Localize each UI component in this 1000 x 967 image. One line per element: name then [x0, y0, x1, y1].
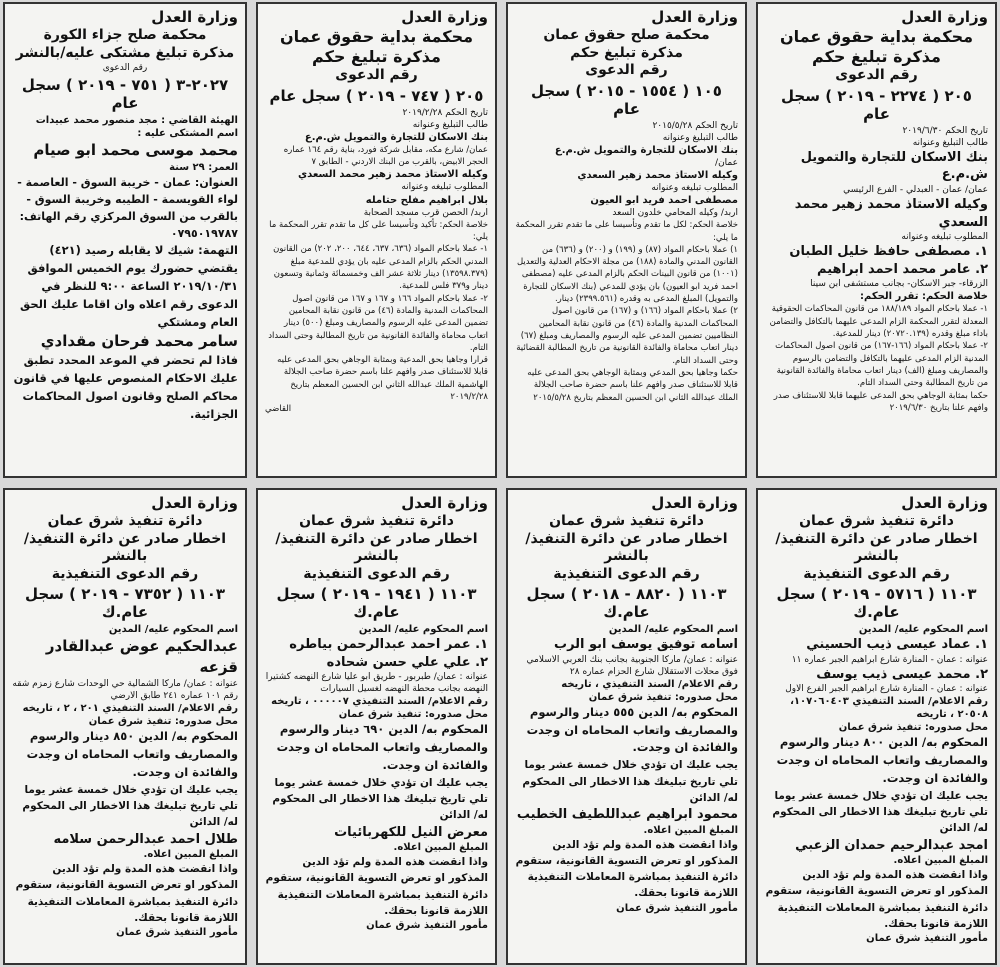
judgment-summary-label: خلاصة الحكم: تأكيد وتأسيسا على كل ما تقدم تقرر المحكمة ما يلي: [269, 219, 488, 242]
requester-label: طالب التبليغ وعنوانه [912, 137, 988, 148]
creditor-name: امجد عبدالرحيم حمدان الزعبي [795, 837, 988, 853]
officer-signature: مأمور التنفيذ شرق عمان [366, 920, 488, 932]
document-type: اخطار صادر عن دائرة التنفيذ/بالنشر [775, 530, 978, 564]
notice-execution-5716 [756, 488, 997, 965]
notice-execution-1941 [256, 488, 497, 965]
notified-label: المطلوب تبليغه وعنوانه [901, 232, 988, 243]
notice-execution-8820 [506, 488, 747, 965]
charge: التهمة: شيك لا يقابله رصيد (٤٢١) [49, 243, 238, 258]
judgment-body: ١- عملا باحكام المواد ١٨٨/١٨٩ من قانون المحاكمات الحقوقية المعدلة لتقرر المحكمة الزام المدعى عليهما بالتكافل والتضامن باداء مبلغ وقدره (٢٠٧٢٠.١٣٩) دينار للمدعية. [769, 304, 988, 340]
ministry-heading: وزارة العدل [151, 494, 238, 512]
judgment-body-2: ٢- عملا باحكام المواد (١٦٦-١٦٧) من قانون اصول المحاكمات المدنية الزام المدعى عليهما بالتكافل والتضامن بالرسوم والمصاريف ومبلغ (الف) دينار اتعاب محاماة والفائدة القانونية من تاريخ المطالبة وحتى السداد التام. [775, 341, 988, 389]
plaintiff-name: بنك الاسكان للتجارة والتمويل ش.م.ع [554, 144, 738, 156]
case-number: ١١٠٣ ( ٥٧١٦ - ٢٠١٩ ) سجل عام.ك [776, 585, 977, 621]
defendant-1: مصطفى احمد فريد ابو العيون [590, 195, 738, 207]
case-label: رقم الدعوى التنفيذية [303, 565, 450, 582]
notice-court-judgment-747 [256, 2, 497, 478]
department-name: دائرة تنفيذ شرق عمان [799, 513, 954, 529]
execution-closing: واذا انقضت هذه المدة ولم تؤد الدين المذكور او تعرض التسوية القانونية، ستقوم دائرة التنفيذ بمباشرة المعاملات التنفيذية اللازمة قانونا بحقك. [765, 869, 988, 930]
judgment-summary-label: خلاصة الحكم: لكل ما تقدم وتأسيسا على ما تقدم تقرر المحكمة ما يلي: [515, 220, 738, 243]
reference-line: رقم الاعلام/ السند التنفيذي ، تاريخه [561, 678, 738, 690]
summons-body: يقتضي حضورك يوم الخميس الموافق ٢٠١٩/١٠/٣١ الساعة ٩:٠٠ للنظر في الدعوى رقم اعلاه وان اقاما عليك الحق العام ومشتكي [19, 261, 238, 329]
accused-age: العمر: ٢٩ سنة [169, 162, 238, 174]
accused-label: اسم المشتكى عليه : [137, 128, 238, 140]
ministry-heading: وزارة العدل [901, 494, 988, 512]
judgment-amount: المحكوم به/ الدين ٨٠٠ دينار والرسوم والمصاريف واتعاب المحاماه ان وجدت والفائدة ان وجدت. [776, 735, 988, 785]
judgment-closing: قرارا وجاهيا بحق المدعية وبمثابة الوجاهي بحق المدعى عليه قابلا للاستئناف صدر وافهم علنا باسم حضرة صاحب الجلالة الهاشمية الملك عبدالله الثاني ابن الحسين المعظم بتاريخ ٢٠١٩/٢/٢٨ [277, 355, 488, 403]
department-name: دائرة تنفيذ شرق عمان [299, 513, 454, 529]
ministry-heading: وزارة العدل [651, 494, 738, 512]
amount-label: المبلغ المبين اعلاه. [643, 824, 738, 836]
judgment-amount: المحكوم به/ الدين ٥٥٥ دينار والرسوم والمصاريف واتعاب المحاماه ان وجدت والفائدة ان وجدت. [526, 704, 738, 755]
defendant-2: ٢. عامر محمد احمد ابراهيم [817, 261, 988, 277]
debtor-2: ٢. محمد عيسى ذيب يوسف [816, 666, 988, 682]
case-number: ٢٠٥ ( ٧٤٧ - ٢٠١٩ ) سجل عام [269, 86, 484, 105]
requester-label: طالب التبليغ وعنوانه [412, 119, 488, 130]
issue-place: محل صدوره: تنفيذ شرق عمان [838, 722, 988, 734]
issue-place: محل صدوره: تنفيذ شرق عمان [338, 709, 488, 721]
judgment-body-2: ٢) عملا باحكام المواد (١٦٦) و (١٦٧) من قانون اصول المحاكمات المدنية والمادة (٤٦) من قانون نقابة المحامين النظاميين تضمين المدعى عليه الرسوم والمصاريف ومبلغ (٦٧) دينار اتعاب محاماة والفائدة القانونية من تاريخ المطالبة القضائية وحتى السداد التام. [516, 306, 738, 366]
case-label: رقم الدعوى التنفيذية [553, 565, 700, 582]
debtor-2: ٢. علي علي حسن شحاده [326, 654, 488, 670]
creditor-name: طلال احمد عبدالرحمن سلامه [53, 831, 238, 847]
judgment-summary-label: خلاصة الحكم: تقرر الحكم: [860, 291, 988, 303]
case-label: رقم الدعوى التنفيذية [803, 565, 950, 582]
judgment-amount: المحكوم به/ الدين ٨٥٠ دينار والرسوم والمصاريف واتعاب المحاماه ان وجدت والفائدة ان وجدت. [26, 729, 238, 779]
notified-label: المطلوب تبليغه وعنوانه [651, 182, 738, 193]
case-label: رقم الدعوى [585, 62, 668, 78]
debtor-1: ١. عمر احمد عبدالرحمن بياطره [289, 637, 488, 652]
document-type: اخطار صادر عن دائرة التنفيذ/بالنشر [275, 530, 478, 564]
judgment-body-2: ٢- عملا باحكام المواد ١٦٦ و ١٦٧ و ١٦٧ من قانون اصول المحاكمات المدنية والمادة (٤٦) من قانون نقابة المحامين تضمين المدعى عليه الرسوم والمصاريف ومبلغ (٥٠٠) دينار اتعاب محاماة والفائدة القانونية من تاريخ المطالبة وحتى السداد التام. [268, 293, 488, 353]
case-number: ١١٠٣ ( ١٩٤١ - ٢٠١٩ ) سجل عام.ك [276, 585, 477, 621]
plaintiff-name: بنك الاسكان للتجارة والتمويل ش.م.ع [800, 149, 988, 183]
case-number: ١١٠٣ ( ٨٨٢٠ - ٢٠١٨ ) سجل عام.ك [526, 585, 727, 621]
judgment-closing: حكما بمثابة الوجاهي بحق المدعى عليهما قابلا للاستئناف صدر وافهم علنا بتاريخ ٢٠١٩/٦/٣٠ [773, 390, 988, 413]
department-name: دائرة تنفيذ شرق عمان [549, 513, 704, 529]
defendant-1: بلال ابراهيم مفلح حتامله [365, 194, 488, 206]
officer-signature: مأمور التنفيذ شرق عمان [616, 902, 738, 914]
payment-deadline: يجب عليك ان تؤدي خلال خمسة عشر يوما تلي تاريخ تبليغك هذا الاخطار الى المحكوم له/ الدائن [522, 759, 738, 804]
plaintiff-name: بنك الاسكان للتجارة والتمويل ش.م.ع [304, 131, 488, 143]
case-label: رقم الدعوى [102, 63, 148, 73]
payment-deadline: يجب عليك ان تؤدي خلال خمسة عشر يوما تلي تاريخ تبليغك هذا الاخطار الى المحكوم له/ الدائن [22, 783, 238, 829]
debtor-label: اسم المحكوم عليه/ المدين [608, 624, 738, 635]
debtor-label: اسم المحكوم عليه/ المدين [858, 624, 988, 635]
court-name: محكمة بداية حقوق عمان [279, 27, 474, 46]
document-type: مذكرة تبليغ حكم [570, 44, 683, 61]
reference-line: رقم الاعلام/ السند التنفيذي ١٠٧٠٦٠٤٠٣، ٢٠٥٠٨ ، تاريخه [790, 696, 988, 721]
defendant-1: ١. مصطفى حافظ خليل الطبان [789, 244, 988, 260]
issue-place: محل صدوره: تنفيذ شرق عمان [88, 716, 238, 728]
notified-label: المطلوب تبليغه وعنوانه [401, 182, 488, 193]
amount-label: المبلغ المبين اعلاه. [393, 842, 488, 854]
judgment-date: تاريخ الحكم ٢٠١٩/٦/٣٠ [902, 125, 988, 136]
case-number: ٢٠٢٧-٣ ( ٧٥١ - ٢٠١٩ ) سجل عام [21, 76, 229, 113]
case-number: ١٠٥ ( ١٥٥٤ - ٢٠١٥ ) سجل عام [531, 81, 722, 118]
plaintiff-address: عمان/ شارع مكه، مقابل شركة فورد، بناية رقم ١٦٤ عماره الحجر الابيض، بالقرب من البنك الاردني - الطابق ٧ [283, 144, 488, 168]
payment-deadline: يجب عليك ان تؤدي خلال خمسة عشر يوما تلي تاريخ تبليغك هذا الاخطار الى المحكوم له/ الدائن [272, 776, 488, 822]
debtor-1-address: عنوانه : عمان/ ماركا الجنوبية بجانب بنك العربي الاسلامي فوق محلات الاستقلال شارع الحزام عماره ٢٨ [526, 654, 738, 677]
amount-label: المبلغ المبين اعلاه. [893, 855, 988, 867]
court-name: محكمة صلح جزاء الكورة [43, 27, 207, 43]
notice-execution-7352 [3, 488, 247, 965]
debtor-2-address: عنوانه : عمان/ طبربور - طريق ابو عليا شارع النهضه كشتيرا النهضه بجانب محطة النهضه لغسيل السيارات [265, 672, 488, 695]
ministry-heading: وزارة العدل [651, 8, 738, 26]
reference-line: رقم الاعلام/ السند التنفيذي ٠٠٠٠٠٧ ، تاريخه [271, 696, 488, 708]
officer-signature: مأمور التنفيذ شرق عمان [116, 927, 238, 939]
ministry-heading: وزارة العدل [401, 8, 488, 26]
debtor-2-address: عنوانه : عمان - المنارة شارع ابراهيم الجبر الفرع الاول [785, 684, 988, 695]
requester-label: طالب التبليغ وعنوانه [662, 132, 738, 143]
document-type: اخطار صادر عن دائرة التنفيذ/بالنشر [525, 530, 728, 564]
case-label: رقم الدعوى [335, 67, 418, 83]
amount-label: المبلغ المبين اعلاه. [143, 849, 238, 861]
issue-place: محل صدوره: تنفيذ شرق عمان [588, 691, 738, 703]
debtor-1: اسامه توفيق يوسف ابو الرب [554, 637, 738, 652]
ministry-heading: وزارة العدل [151, 8, 238, 26]
document-type: مذكرة تبليغ حكم [812, 47, 941, 66]
debtor-1: ١. عماد عيسى ذيب الحسيني [806, 637, 988, 652]
case-number: ١١٠٣ ( ٧٣٥٢ - ٢٠١٩ ) سجل عام.ك [24, 585, 226, 621]
judgment-date: تاريخ الحكم ٢٠١٥/٥/٢٨ [652, 120, 738, 131]
defendant-address: اربد/ وكيله المحامي خلدون السعد [612, 208, 738, 219]
case-label: رقم الدعوى [835, 67, 918, 83]
document-type: اخطار صادر عن دائرة التنفيذ/بالنشر [23, 530, 227, 564]
notice-court-judgment-2274 [756, 2, 997, 478]
accused-address: العنوان: عمان - خريبة السوق - العاصمة - لواء القويسمة - الطيبه وخريبة السوق - بالقرب من السوق المركزي رقم الهاتف: ٠٧٩٥٠١٩٧٨٧ [17, 176, 238, 241]
execution-closing: واذا انقضت هذه المدة ولم تؤد الدين المذكور او تعرض التسوية القانونية، ستقوم دائرة التنفيذ بمباشرة المعاملات التنفيذية اللازمة قانونا بحقك. [15, 863, 238, 924]
ministry-heading: وزارة العدل [901, 8, 988, 26]
reference-line: رقم الاعلام/ السند التنفيذي ٢٠١ ، ٢ ، تاريخه [22, 703, 238, 715]
court-name: محكمة بداية حقوق عمان [779, 27, 974, 46]
defendant-address: الزرقاء- جبر الاسكان- بجانب مستشفى ابن سينا [810, 279, 988, 290]
accused-name: محمد موسى محمد ابو صيام [33, 141, 238, 160]
execution-closing: واذا انقضت هذه المدة ولم تؤد الدين المذكور او تعرض التسوية القانونية، ستقوم دائرة التنفيذ بمباشرة المعاملات التنفيذية اللازمة قانونا بحقك. [265, 856, 488, 917]
lawyer-name: وكيله الاستاذ محمد زهير محمد السعدي [794, 197, 988, 230]
ministry-heading: وزارة العدل [401, 494, 488, 512]
court-name: محكمة صلح حقوق عمان [543, 27, 710, 43]
plaintiff-address: عمان/ عمان - العبدلي - الفرع الرئيسي [843, 184, 988, 195]
creditor-name: محمود ابراهيم عبداللطيف الخطيب [516, 807, 738, 823]
debtor-1: عبدالحكيم عوض عبدالقادر قزعه [45, 637, 238, 676]
creditor-name: معرض النيل للكهربائيات [334, 824, 488, 840]
payment-deadline: يجب عليك ان تؤدي خلال خمسة عشر يوما تلي تاريخ تبليغك هذا الاخطار الى المحكوم له/ الدائن [772, 789, 988, 835]
case-label: رقم الدعوى التنفيذية [51, 565, 199, 582]
officer-signature: مأمور التنفيذ شرق عمان [866, 933, 988, 945]
execution-closing: واذا انقضت هذه المدة ولم تؤد الدين المذكور او تعرض التسوية القانونية، ستقوم دائرة التنفيذ بمباشرة المعاملات التنفيذية اللازمة قانونا بحقك. [515, 838, 738, 900]
summons-closing: فاذا لم تحضر في الموعد المحدد تطبق عليك الاحكام المنصوص عليها في قانون محاكم الصلح وقانون اصول المحاكمات الجزائية. [13, 353, 238, 421]
document-type: مذكرة تبليغ مشتكى عليه/بالنشر [15, 44, 235, 61]
judgment-body: ١) عملا باحكام المواد (٨٧) و (١٩٩) و (٢٠٠) و (٦٣٦) من القانون المدني والمادة (١٨٨) من مجلة الاحكام العدلية والتعديل (١٠٠١) من قانون البينات الحكم بالزام المدعى عليه (مصطفى احمد فريد ابو العيون) بان يؤدي للمدعي (بنك الاسكان للتجارة والتمويل) المبلغ المدعى به وقدره (٢٣٩٩.٥٦١) دينار. [516, 244, 738, 305]
judge-signature: القاضي [265, 404, 292, 415]
debtor-1-address: عنوانه : عمان/ ماركا الشمالية حي الوحدات شارع زمزم شقه رقم ١٠١ عماره ٢٤١ طابق الارضي [12, 679, 238, 702]
debtor-1-address: عنوانه : عمان - المنارة شارع ابراهيم الجبر عماره ١١ [791, 654, 988, 665]
lawyer-name: وكيله الاستاذ محمد زهير السعدي [577, 169, 738, 181]
judge-line: الهيئة القاضي : مجد منصور محمد عبيدات [35, 115, 238, 127]
debtor-label: اسم المحكوم عليه/ المدين [108, 624, 238, 635]
defendant-address: اربد/ الحصن قرب مسجد الصحابة [363, 207, 488, 218]
judgment-closing: حكما وجاهيا بحق المدعي وبمثابة الوجاهي بحق المدعى عليه قابلا للاستئناف صدر وافهم علنا باسم حضرة صاحب الجلالة الملك عبدالله الثاني ابن الحسين المعظم بتاريخ ٢٠١٥/٥/٢٨ [527, 367, 738, 403]
judgment-date: تاريخ الحكم ٢٠١٩/٢/٢٨ [402, 107, 488, 118]
notice-criminal-summons-751 [3, 2, 247, 478]
complainant-name: سامر محمد فرحان مقدادي [40, 332, 238, 351]
department-name: دائرة تنفيذ شرق عمان [47, 513, 203, 529]
notice-court-judgment-1554 [506, 2, 747, 478]
judgment-body: ١- عملا باحكام المواد (٦٣٦، ٦٣٧، ٦٤٤، ٢٠٠، ٢٠٢) من القانون المدني الحكم بالزام المدعى عليه بان يؤدي للمدعية مبلغ (١٣٥٩٨.٣٧٩) دينار ثلاثة عشر الف وخمسمائة وثمانية وتسعون دينار و٣٧٩ فلس للمدعية. [273, 244, 488, 292]
plaintiff-address: عمان/ [715, 157, 738, 168]
case-number: ٢٠٥ ( ٢٢٧٤ - ٢٠١٩ ) سجل عام [781, 86, 972, 123]
judgment-amount: المحكوم به/ الدين ٦٩٠ دينار والرسوم والمصاريف واتعاب المحاماه ان وجدت والفائدة ان وجدت. [276, 722, 488, 772]
document-type: مذكرة تبليغ حكم [312, 47, 441, 66]
lawyer-name: وكيله الاستاذ محمد زهير محمد السعدي [297, 169, 488, 181]
debtor-label: اسم المحكوم عليه/ المدين [358, 624, 488, 635]
